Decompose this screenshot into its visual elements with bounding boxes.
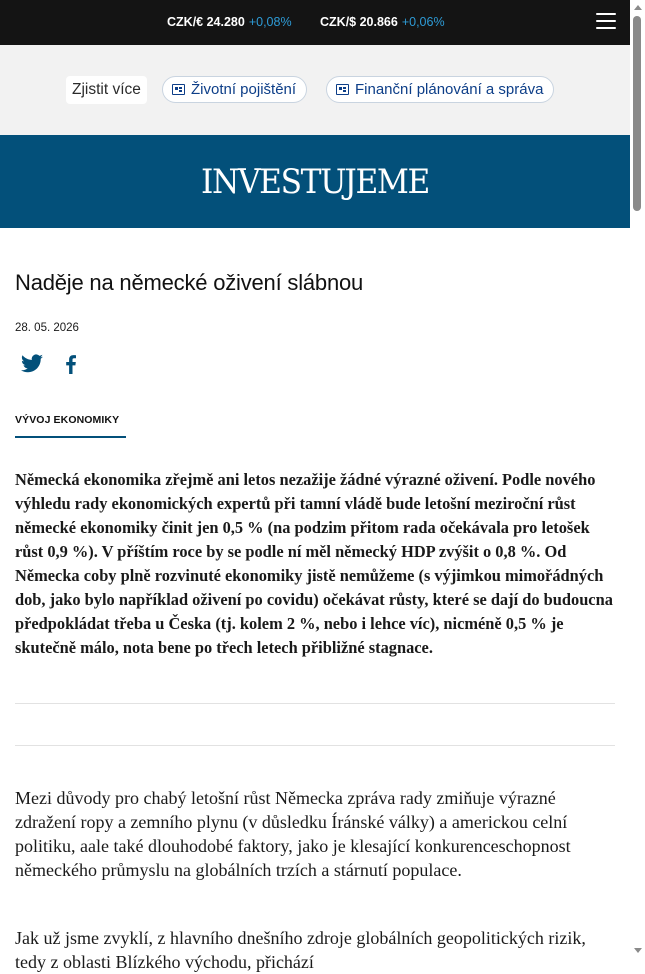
article-icon (172, 84, 185, 95)
usd-rate-label: CZK/$ 20.866 (320, 15, 398, 29)
chip-life-insurance[interactable] (162, 76, 307, 103)
scrollbar[interactable] (630, 0, 645, 961)
currency-ticker-bar (0, 0, 630, 45)
divider (15, 745, 615, 746)
site-logo[interactable]: INVESTUJEME (200, 162, 430, 202)
eur-rate-change: +0,08% (248, 15, 292, 29)
chip-life-insurance-label: Životní pojištění (191, 81, 297, 98)
article-date: 28. 05. 2026 (15, 322, 79, 334)
divider (15, 703, 615, 704)
scroll-down-arrow-icon[interactable] (634, 948, 642, 953)
category-link[interactable]: VÝVOJ EKONOMIKY (15, 414, 120, 426)
article-paragraph: Mezi důvody pro chabý letošní růst Německa zpráva rady zmiňuje výrazné zdražení ropy a zemního plynu (v důsledku Íránské války) a americkou celní politiku, aale také dlouhodobé faktory, jako je klesající konkurenceschopnost německého průmyslu na globálních trzích a stárnutí populace. (15, 788, 571, 880)
chip-financial-planning-label: Finanční plánování a správa (355, 81, 544, 98)
article-paragraph: Jak už jsme zvyklí, z hlavního dnešního zdroje globálních geopolitických rizik, tedy z oblasti Blízkého východu, přichází (15, 928, 586, 972)
twitter-icon[interactable] (20, 352, 44, 376)
hamburger-icon[interactable] (596, 13, 616, 31)
article-lead: Německá ekonomika zřejmě ani letos nezažije žádné výrazné oživení. Podle nového výhledu rady ekonomických expertů při tamní vládě bude letošní meziroční růst německé ekonomiky činit jen 0,5 % (na podzim přitom rada očekávala pro letošek růst 0,9 %). V příštím roce by se podle ní měl německý HDP zvýšit o 0,8 %. Od Německa coby plně rozvinuté ekonomiky jistě nemůžeme (s výjimkou mimořádných dob, jako bylo například oživení po covidu) očekávat růsty, které se dají do budoucna předpokládat třeba u Česka (tj. kolem 2 %, nebo i lehce víc), nicméně 0,5 % je skutečně málo, nota bene po třech letech přibližné stagnace. (15, 470, 613, 657)
facebook-icon[interactable] (59, 352, 83, 376)
related-topics-band (0, 45, 630, 135)
masthead (0, 135, 630, 228)
usd-rate-change: +0,06% (401, 15, 445, 29)
article-title: Naděje na německé oživení slábnou (15, 270, 364, 295)
eur-rate (167, 15, 292, 29)
scrollbar-thumb[interactable] (633, 16, 641, 211)
usd-rate (320, 15, 445, 29)
category-underline (15, 436, 126, 438)
scroll-up-arrow-icon[interactable] (634, 5, 642, 10)
article-icon (336, 84, 349, 95)
eur-rate-label: CZK/€ 24.280 (167, 15, 245, 29)
chip-financial-planning[interactable] (326, 76, 554, 103)
learn-more-label: Zjistit více (66, 76, 147, 104)
